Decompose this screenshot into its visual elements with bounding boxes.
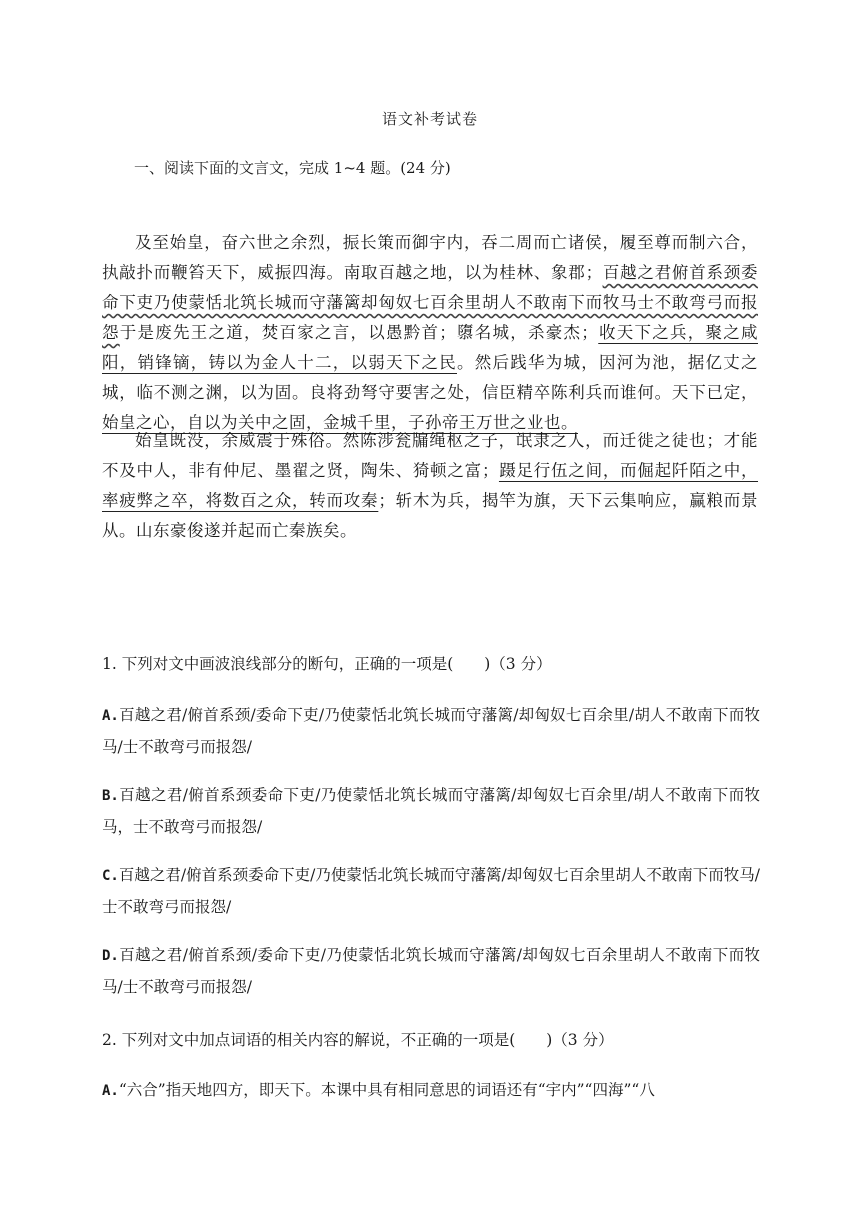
- wavy-underlined-text: 百越之君俯首系颈委命下吏乃使蒙恬北筑长城而守藩篱却匈奴七百余里胡人不敢南下而牧马士不敢弯弓而报怨: [102, 263, 759, 342]
- passage-text: 。然后践华为城，因河为池，据亿丈之城，临不测之渊，以为固。良将劲弩守要害之处，信臣精卒陈利兵而谁何。天下已定，: [102, 353, 758, 402]
- question-1-option-c: [102, 860, 760, 923]
- option-text: 百越之君/俯首系颈委命下吏/乃使蒙恬北筑长城而守藩篱/却匈奴七百余里胡人不敢南下而牧马/士不敢弯弓而报怨/: [102, 866, 760, 916]
- question-1-option-d: [102, 940, 760, 1003]
- passage-text: 于是废先王之道，焚百家之言，以愚黔首；隳名城，杀豪杰；: [119, 323, 599, 342]
- passage-text: 始皇既没，余威震于殊俗。然陈涉瓮牖绳枢之子，氓隶之人，而迁徙之徒也；才能不及中人，非有仲尼、墨翟之贤，陶朱、猗顿之富；: [102, 431, 758, 480]
- underlined-text: 蹑足行伍之间，而倔起阡陌之中，率疲弊之卒，将数百之众，转而攻秦: [102, 461, 759, 510]
- option-text: 百越之君/俯首系颈/委命下吏/乃使蒙恬北筑长城而守藩篱/却匈奴七百余里胡人不敢南下而牧马/士不敢弯弓而报怨/: [102, 946, 760, 996]
- option-label: D.: [102, 948, 119, 964]
- question-2-stem: 2. 下列对文中加点词语的相关内容的解说，不正确的一项是( )（3 分）: [102, 1031, 614, 1049]
- passage-text: ；斩木为兵，揭竿为旗，天下云集响应，赢粮而景从。山东豪俊遂并起而亡秦族矣。: [102, 491, 759, 540]
- passage-text: 及至始皇，奋六世之余烈，振长策而御宇内，吞二周而亡诸侯，履至尊而制六合，执敲扑而鞭笞天下，威振四海。南取百越之地，以为桂林、象郡；: [102, 233, 758, 282]
- option-text: “六合”指天地四方，即天下。本课中具有相同意思的词语还有“宇内”“四海”“八: [118, 1081, 655, 1099]
- underlined-text: 始皇之心，自以为关中之固，金城千里，子孙帝王万世之业也。: [102, 413, 578, 432]
- question-1-option-a: [102, 700, 760, 763]
- question-1-stem: 1. 下列对文中画波浪线部分的断句，正确的一项是( )（3 分）: [102, 655, 552, 673]
- section-heading: 一、阅读下面的文言文，完成 1~4 题。(24 分): [134, 159, 451, 177]
- underlined-text: 收天下之兵，聚之咸阳，销锋镝，铸以为金人十二，以弱天下之民: [102, 323, 758, 372]
- option-label: B.: [102, 788, 119, 804]
- question-2-option-a: [102, 1075, 760, 1107]
- passage-paragraph-2: [102, 426, 758, 546]
- option-text: 百越之君/俯首系颈/委命下吏/乃使蒙恬北筑长城而守藩篱/却匈奴七百余里/胡人不敢南下而牧马/士不敢弯弓而报怨/: [102, 706, 760, 756]
- passage-paragraph-1: [102, 228, 758, 438]
- option-label: A.: [102, 1083, 119, 1099]
- option-text: 百越之君/俯首系颈委命下吏/乃使蒙恬北筑长城而守藩篱/却匈奴七百余里/胡人不敢南下而牧马，士不敢弯弓而报怨/: [102, 786, 760, 836]
- option-label: A.: [102, 708, 119, 724]
- option-label: C.: [102, 868, 119, 884]
- exam-title: 语文补考试卷: [381, 110, 478, 128]
- question-1-option-b: [102, 780, 760, 843]
